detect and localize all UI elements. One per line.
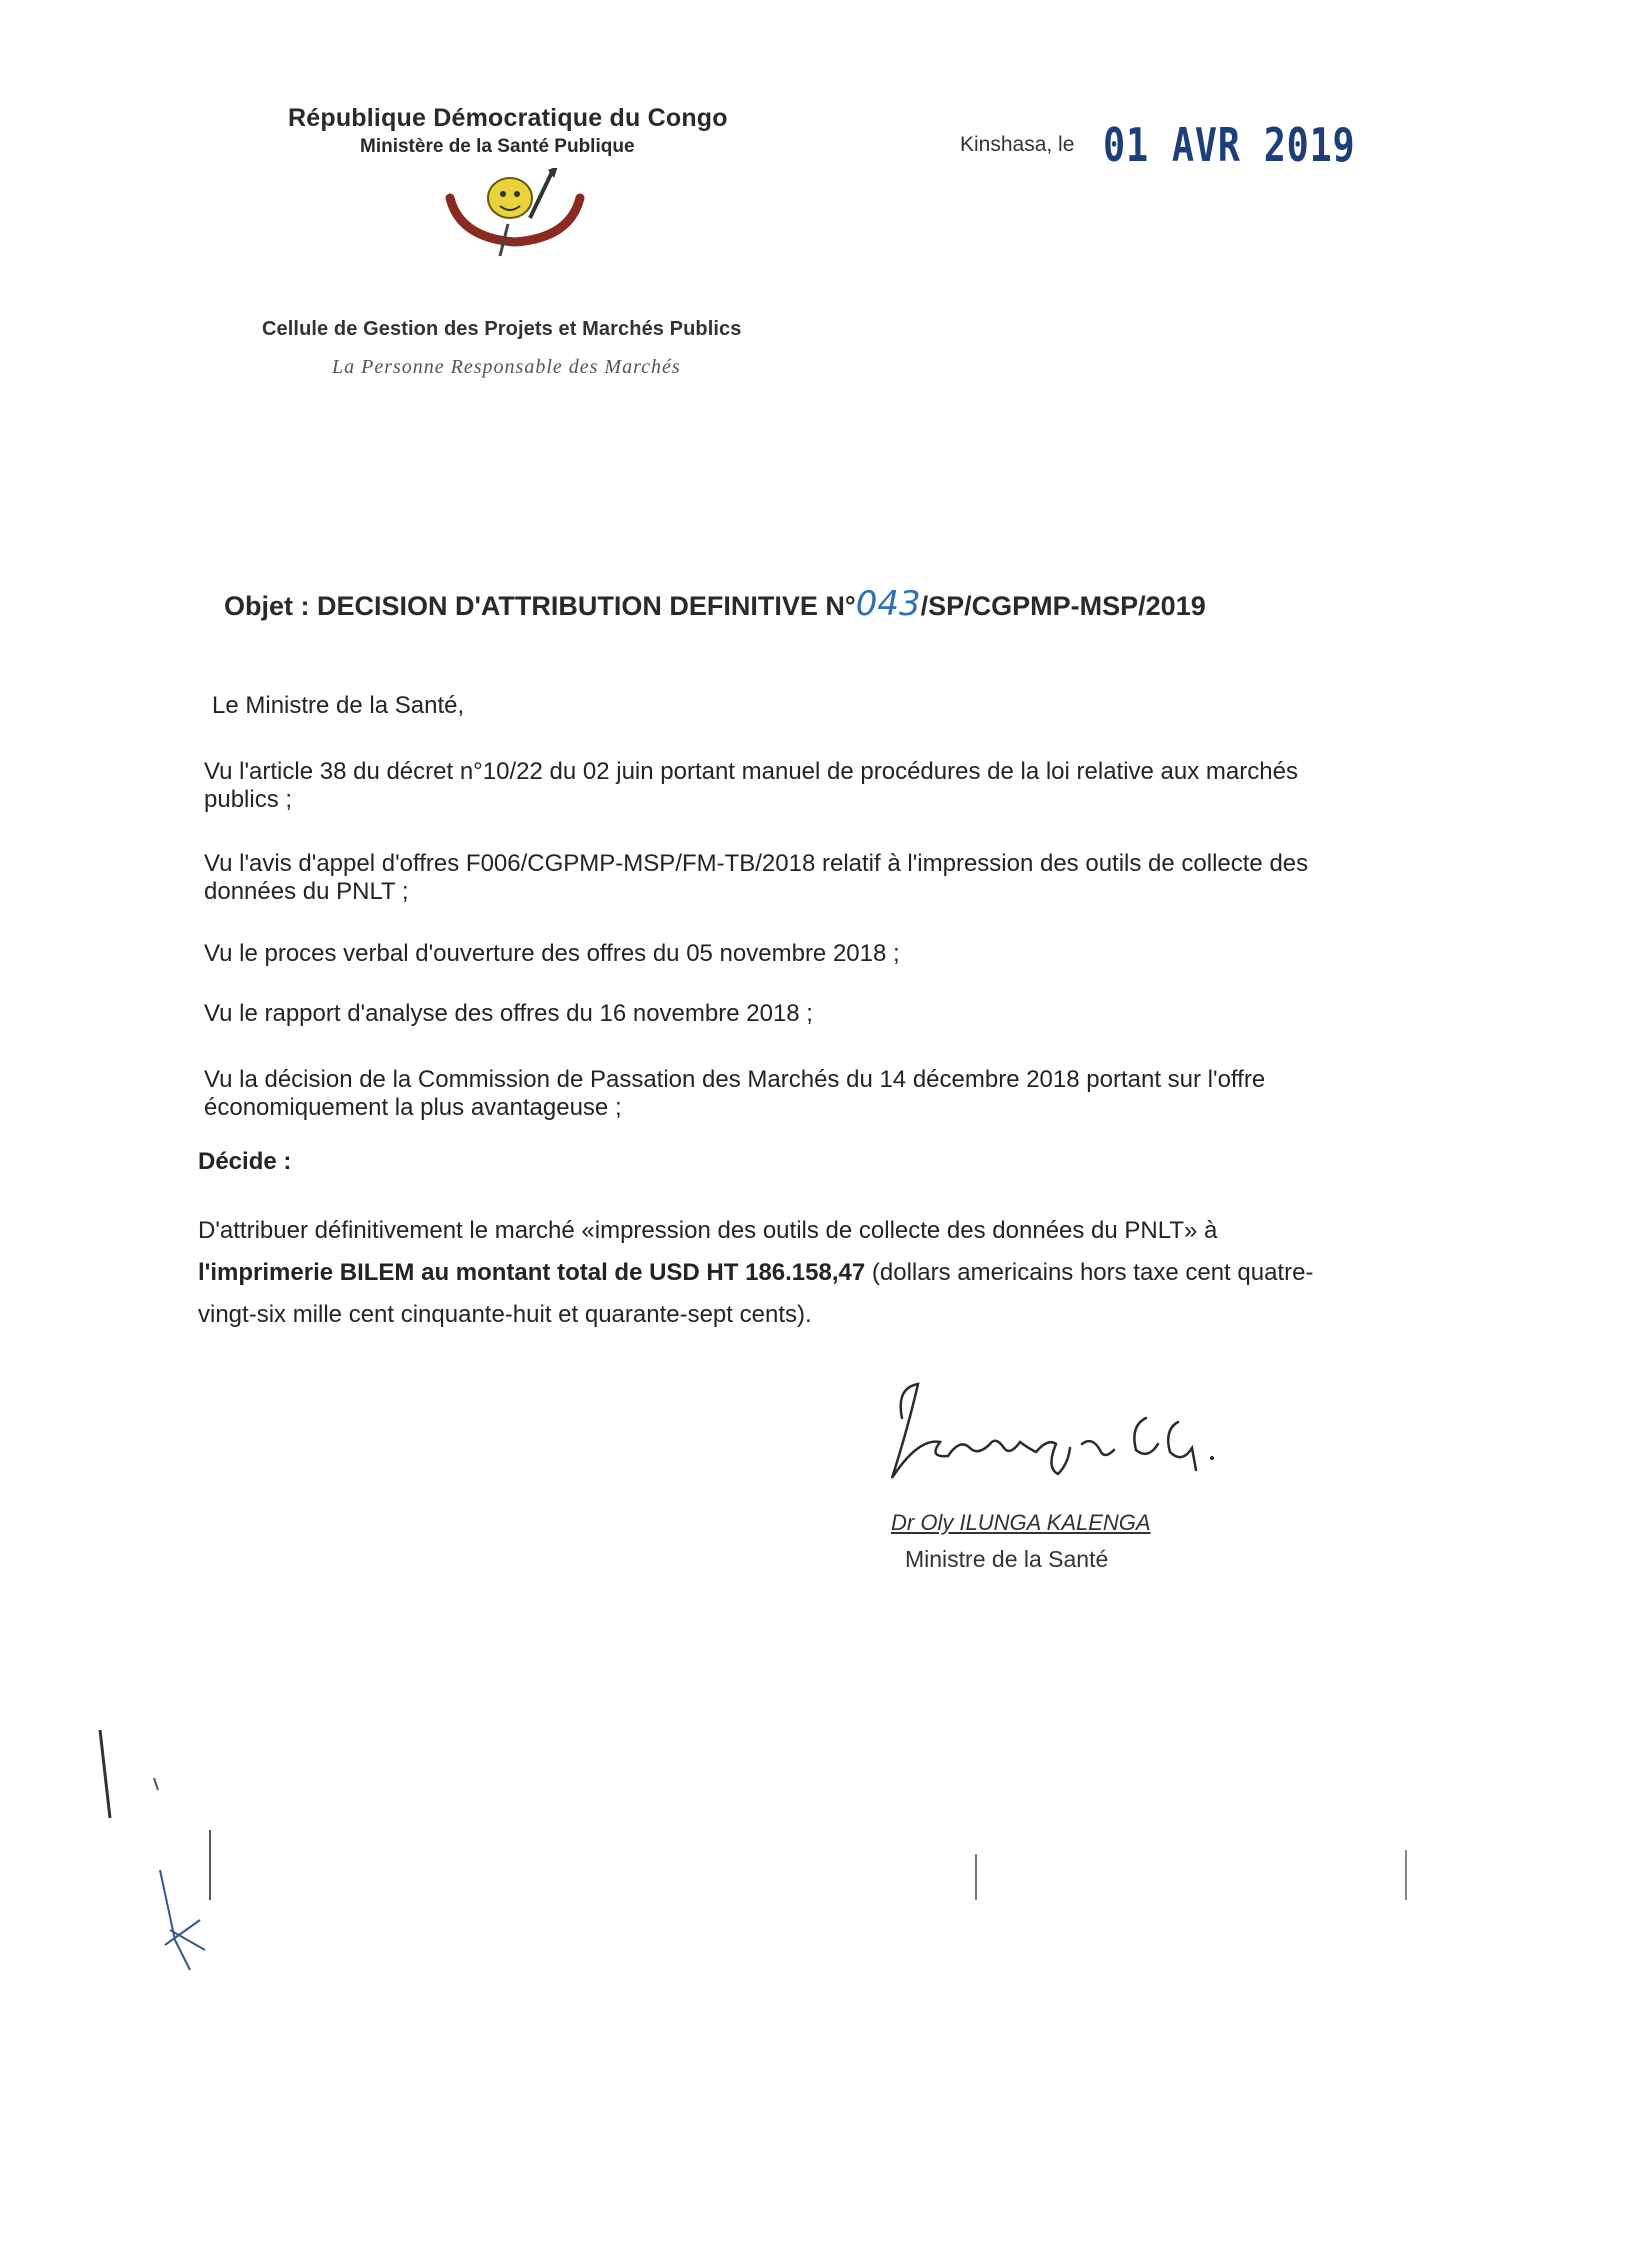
coat-of-arms-emblem	[440, 168, 590, 258]
responsible-person: La Personne Responsable des Marchés	[332, 356, 681, 378]
scan-marks	[0, 1700, 1639, 2000]
considering-2: Vu l'avis d'appel d'offres F006/CGPMP-MSP/FM-TB/2018 relatif à l'impression des outils de collecte des données du PNLT ;	[204, 850, 1309, 905]
considering-4: Vu le rapport d'analyse des offres du 16 novembre 2018 ;	[204, 1000, 813, 1027]
decision-end: (dollars americains hors taxe cent quatre-vingt-six mille cent cinquante-huit et quarante-sept cents).	[198, 1259, 1314, 1328]
decision-text	[198, 1210, 1338, 1336]
decision-amount: l'imprimerie BILEM au montant total de USD HT 186.158,47	[198, 1259, 866, 1286]
cell-name: Cellule de Gestion des Projets et Marchés Publics	[262, 318, 742, 340]
object-suffix: /SP/CGPMP-MSP/2019	[920, 591, 1206, 621]
republic-name: République Démocratique du Congo	[288, 104, 728, 132]
decision-number: 043	[855, 584, 921, 624]
object-label: Objet : DECISION D'ATTRIBUTION DEFINITIVE N°	[224, 591, 856, 621]
considering-5: Vu la décision de la Commission de Passation des Marchés du 14 décembre 2018 portant sur l'offre économiquement la plus avantageuse ;	[204, 1066, 1266, 1121]
handwritten-signature	[878, 1378, 1248, 1496]
signatory-title: Ministre de la Santé	[905, 1546, 1109, 1572]
date-place: Kinshasa, le	[960, 133, 1075, 156]
signatory-name: Dr Oly ILUNGA KALENGA	[891, 1510, 1151, 1535]
considering-3: Vu le proces verbal d'ouverture des offres du 05 novembre 2018 ;	[204, 940, 900, 967]
decides-heading: Décide :	[198, 1148, 292, 1175]
considering-1: Vu l'article 38 du décret n°10/22 du 02 juin portant manuel de procédures de la loi relative aux marchés publics ;	[204, 758, 1298, 813]
ministry-name: Ministère de la Santé Publique	[360, 136, 635, 157]
decision-intro: D'attribuer définitivement le marché «impression des outils de collecte des données du PNLT» à	[198, 1217, 1218, 1244]
salutation: Le Ministre de la Santé,	[212, 692, 465, 719]
object-line	[224, 584, 1206, 624]
date-stamp: 01 AVR 2019	[1103, 118, 1356, 172]
